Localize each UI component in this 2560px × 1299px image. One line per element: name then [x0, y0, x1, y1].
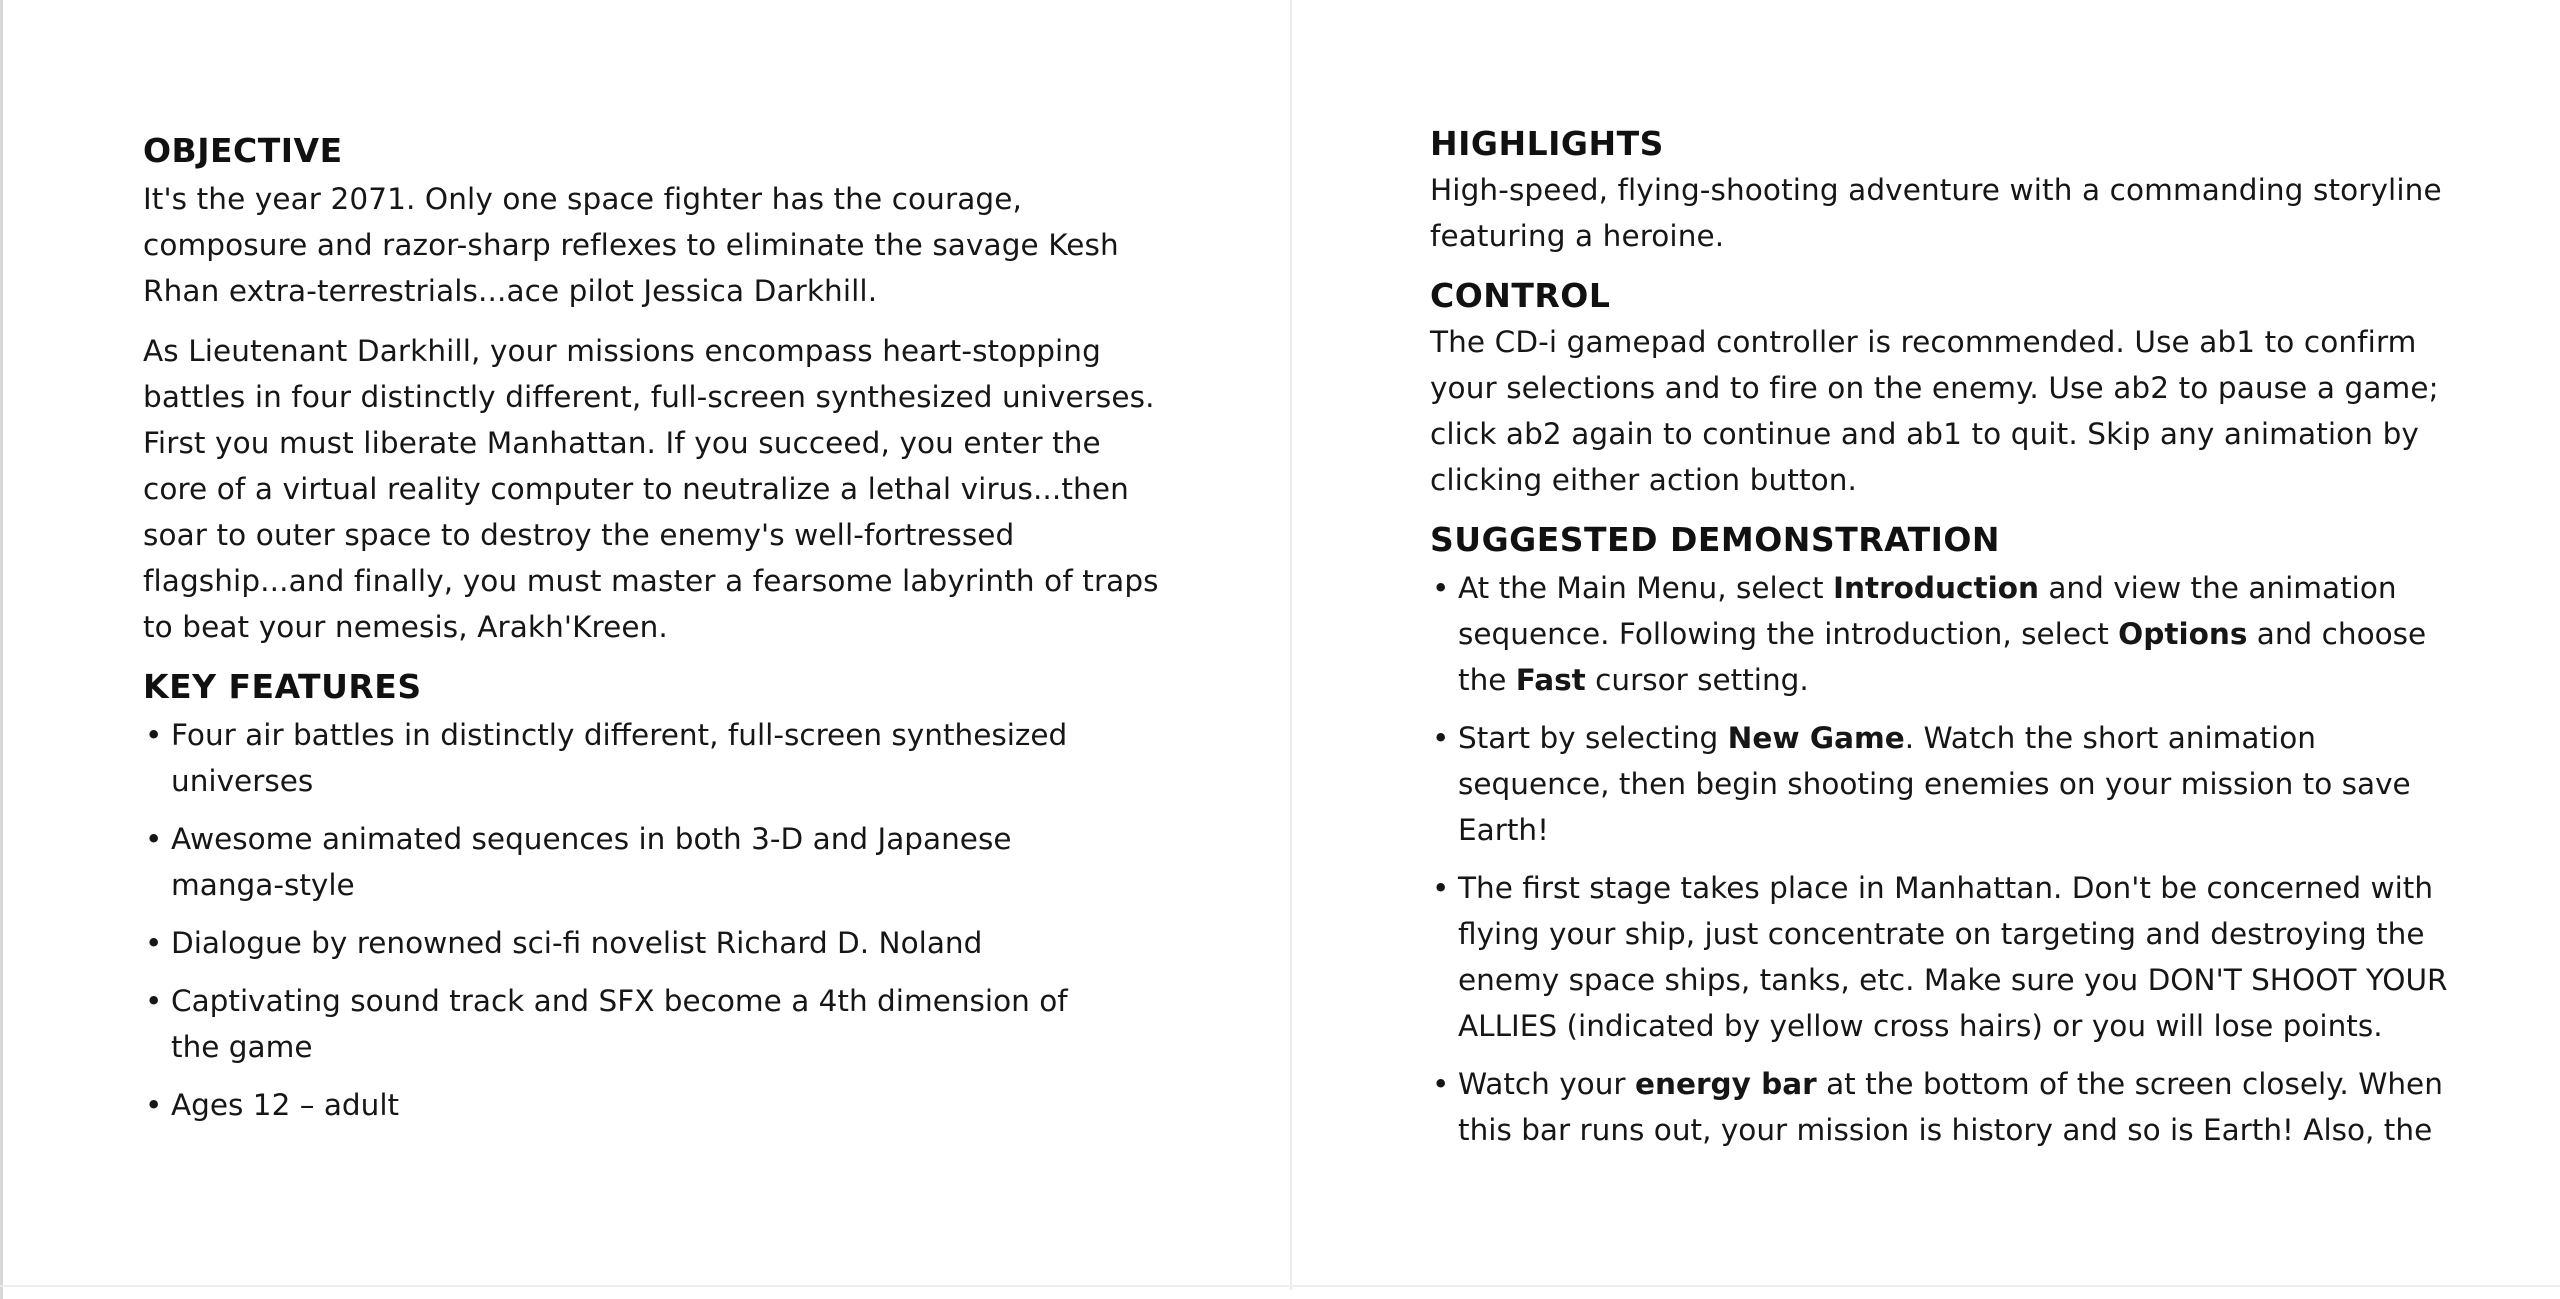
key-features-list — [143, 712, 1173, 1128]
demonstration-step-3: • The first stage takes place in Manhattan. Don't be concerned with flying your ship, just concentrate on targeting and destroying the enemy space ships, tanks, etc. Make sure you DON'T SHOOT YOUR ALLIES (indicated by yellow cross hairs) or you will lose points. — [1430, 865, 2460, 1049]
energy-bar-term: energy bar — [1634, 1067, 1817, 1101]
highlights-heading: HIGHLIGHTS — [1430, 124, 1664, 163]
demonstration-section — [1430, 517, 2460, 1153]
key-feature-item: • Dialogue by renowned sci-fi novelist Richard D. Noland — [143, 920, 1071, 966]
key-feature-item: • Four air battles in distinctly different, full-screen synthesized universes — [143, 712, 1071, 804]
control-heading: CONTROL — [1430, 276, 1611, 315]
center-fold — [1290, 0, 1292, 1290]
demonstration-step-4 — [1430, 1061, 2460, 1153]
objective-heading: OBJECTIVE — [143, 131, 343, 170]
step-text: and view the animation sequence. Following the introduction, select — [1458, 571, 2397, 651]
highlights-section — [1430, 121, 2460, 259]
menu-option-introduction: Introduction — [1832, 571, 2039, 605]
step-text: At the Main Menu, select — [1458, 571, 1833, 605]
step-text: Start by selecting — [1458, 721, 1728, 755]
step-text: and choose the — [1458, 617, 2427, 697]
objective-section — [143, 128, 1173, 650]
page-edge-left — [0, 0, 3, 1299]
menu-option-options: Options — [2118, 617, 2248, 651]
demonstration-step-2 — [1430, 715, 2460, 853]
step-text: cursor setting. — [1585, 663, 1809, 697]
objective-paragraph-2: As Lieutenant Darkhill, your missions encompass heart-stopping battles in four distinctly different, full-screen synthesized universes. First you must liberate Manhattan. If you succeed, you enter the core of a virtual reality computer to neutralize a lethal virus...then soar to outer space to destroy the enemy's well-fortressed flagship...and finally, you must master a fearsome labyrinth of traps to beat your nemesis, Arakh'Kreen. — [143, 334, 1159, 644]
demonstration-heading: SUGGESTED DEMONSTRATION — [1430, 520, 2001, 559]
left-page — [143, 128, 1173, 1140]
key-features-heading: KEY FEATURES — [143, 667, 422, 706]
highlights-text: High-speed, flying-shooting adventure with a commanding storyline featuring a heroine. — [1430, 173, 2442, 253]
key-features-section — [143, 664, 1173, 1128]
setting-fast: Fast — [1515, 663, 1586, 697]
demonstration-list — [1430, 565, 2460, 1153]
control-section — [1430, 273, 2460, 503]
step-text: . Watch the short animation sequence, then begin shooting enemies on your mission to save Earth! — [1458, 721, 2411, 847]
step-text: at the bottom of the screen closely. When this bar runs out, your mission is history and so is Earth! Also, the — [1458, 1067, 2443, 1147]
page-edge-bottom — [0, 1285, 2560, 1287]
key-feature-item: • Captivating sound track and SFX become a 4th dimension of the game — [143, 978, 1071, 1070]
control-text: The CD-i gamepad controller is recommended. Use ab1 to confirm your selections and to fire on the enemy. Use ab2 to pause a game; click ab2 again to continue and ab1 to quit. Skip any animation by clicking either action button. — [1430, 325, 2439, 497]
demonstration-step-1 — [1430, 565, 2460, 703]
key-feature-item: • Ages 12 – adult — [143, 1082, 1071, 1128]
objective-paragraph-1: It's the year 2071. Only one space fighter has the courage, composure and razor-sharp reflexes to eliminate the savage Kesh Rhan extra-terrestrials...ace pilot Jessica Darkhill. — [143, 182, 1119, 308]
right-page — [1430, 121, 2460, 1165]
key-feature-item: • Awesome animated sequences in both 3-D and Japanese manga-style — [143, 816, 1071, 908]
step-text: Watch your — [1458, 1067, 1635, 1101]
menu-option-new-game: New Game — [1727, 721, 1905, 755]
